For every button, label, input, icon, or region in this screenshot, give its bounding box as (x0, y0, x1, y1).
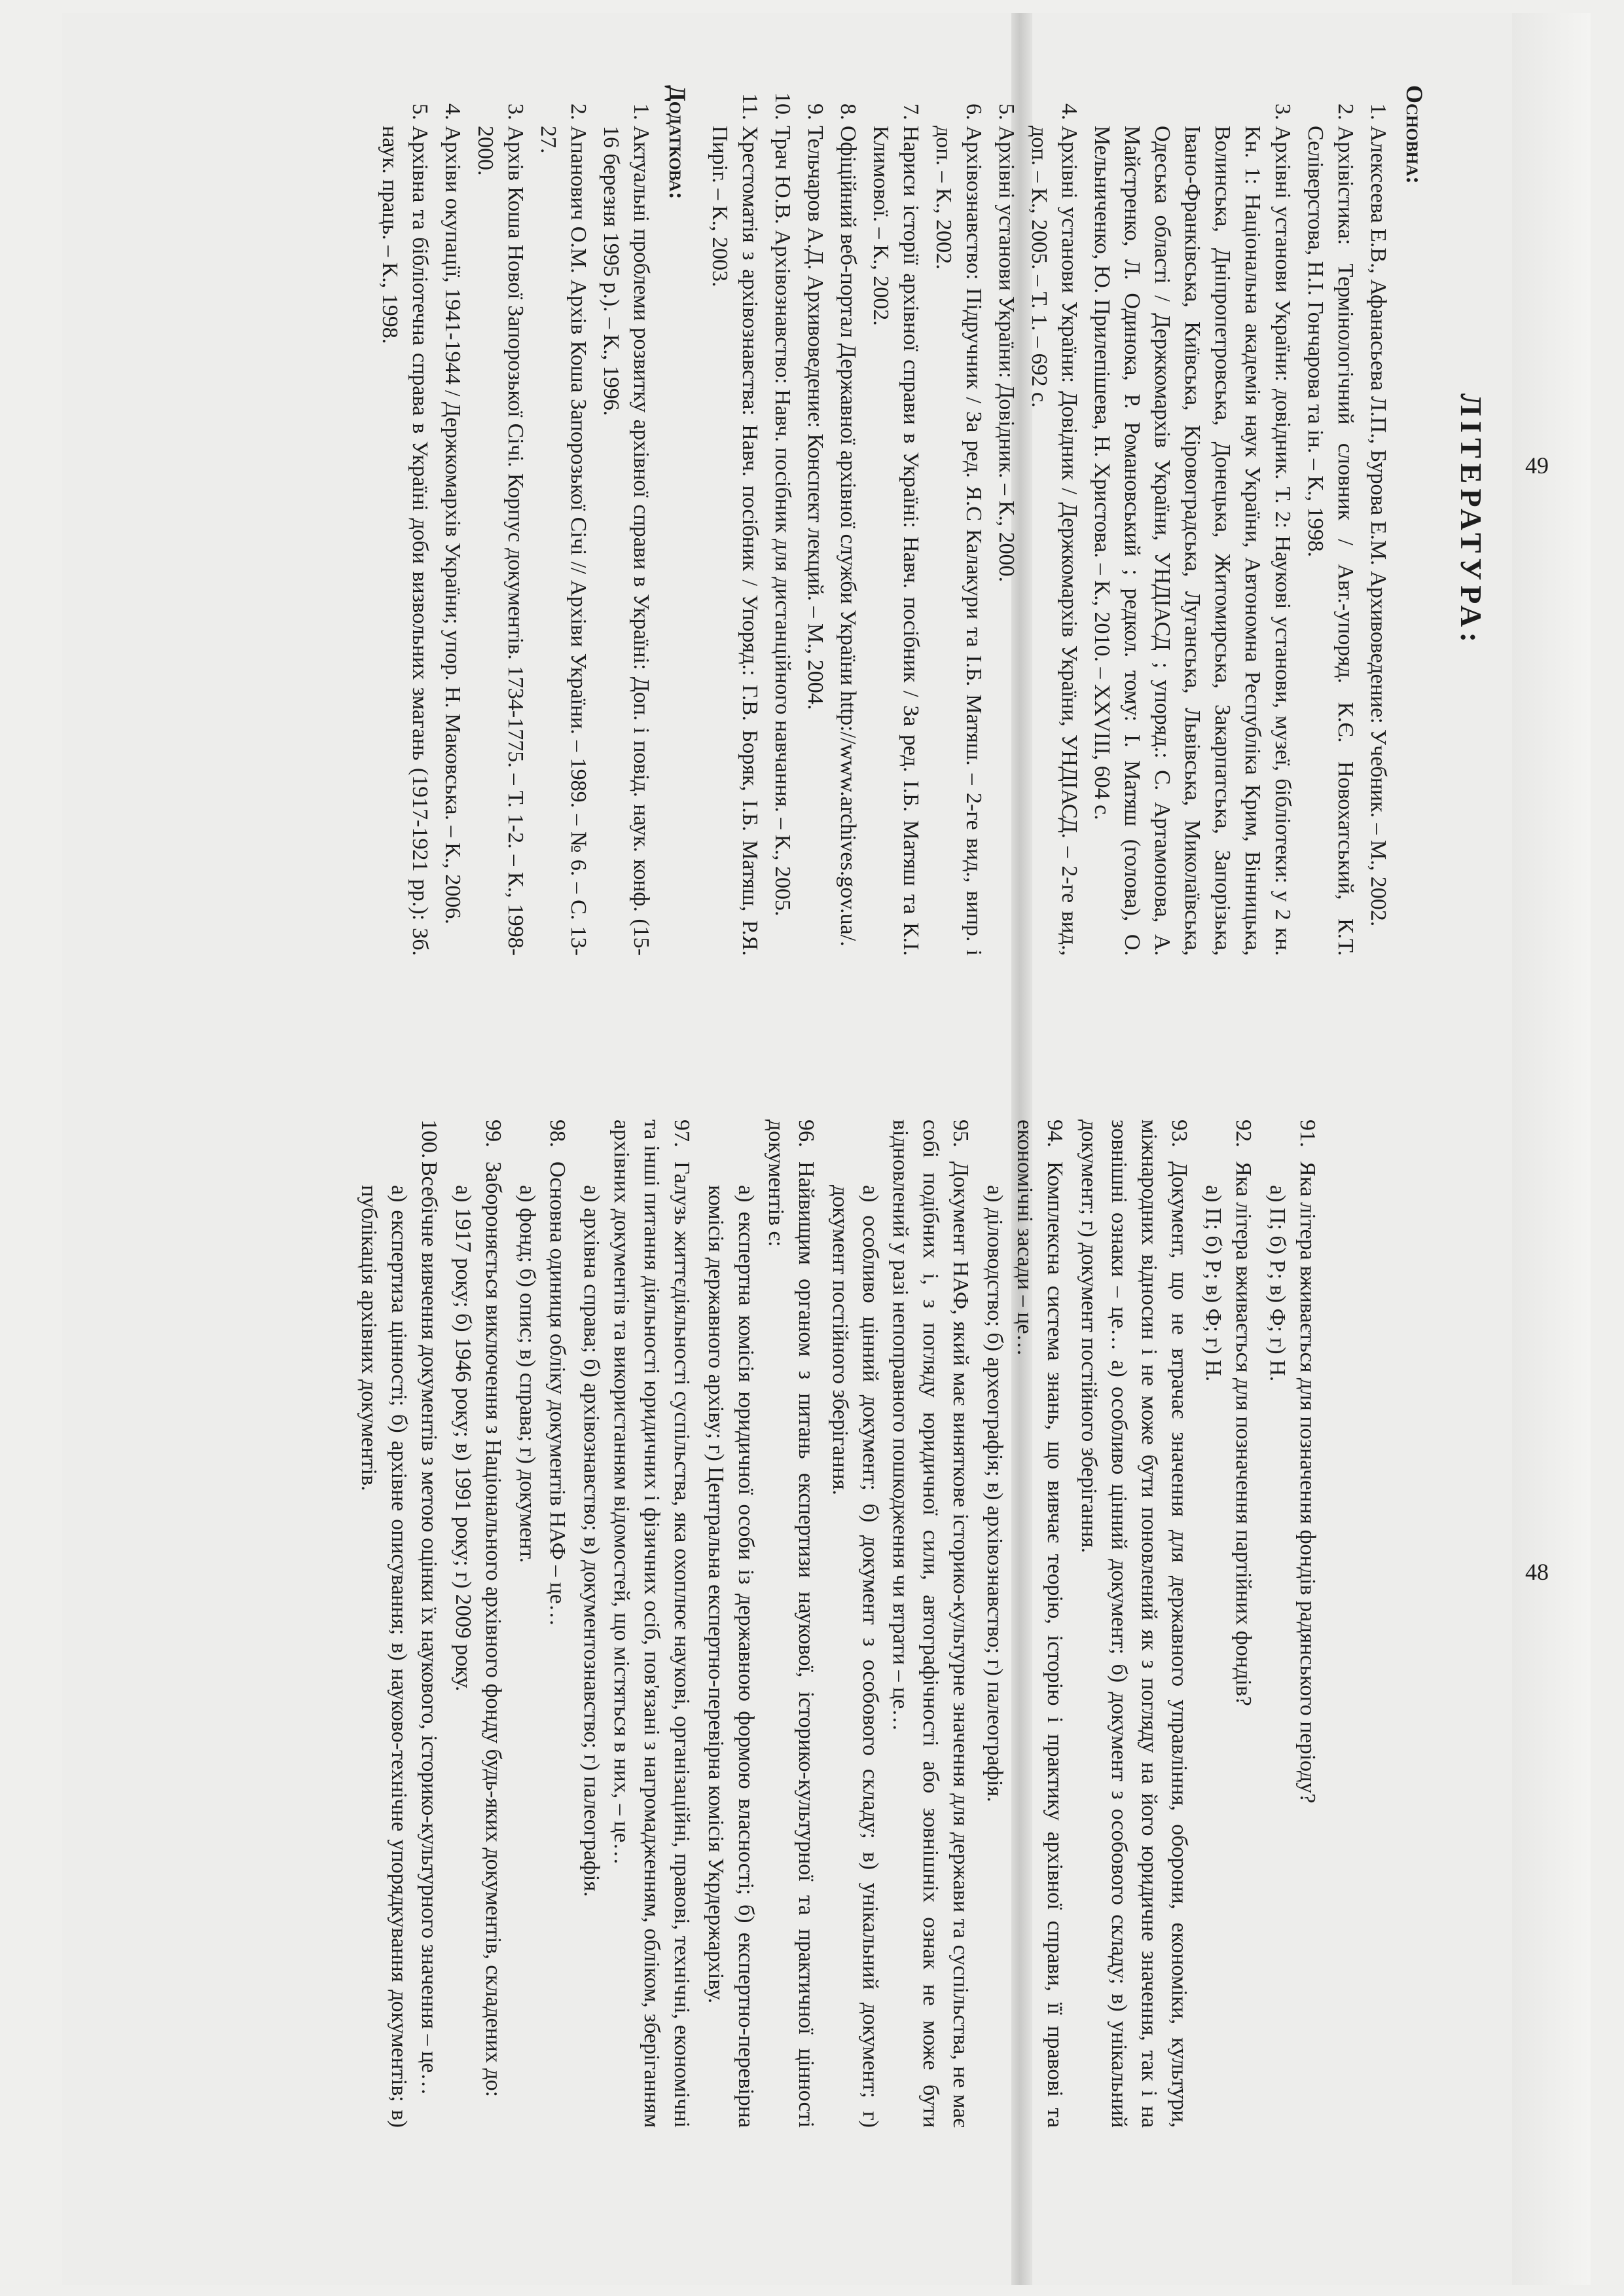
question-text: Документ НАФ, який має виняткове історико-культурне значення для держави та суспільства, не має собі подібних і, з погляду юридичної сили, автографічності або зовнішніх ознак не може бути відновлений у разі непоправного пошкодження чи втрати – це… (888, 1120, 973, 2128)
question-item (512, 1120, 572, 2128)
question-text: Документ, що не втрачає значення для державного управління, оборони, економіки, культури, міжнародних відносин і не може бути поновлений як з погляду на його юридичне значення, так і на зовнішні ознаки – це… а) особливо цінний документ; б) документ з особового складу; в) унікальний документ; г) документ постійного зберігання. (1077, 1120, 1191, 2128)
literature-entry: 6. Архівознавство: Підручник / За ред. Я.С Калакури та І.Б. Матяш. – 2-ге вид., випр. і доп. – К., 2002. (928, 126, 988, 956)
literature-entry: 5. Архівна та бібліотечна справа в Україні доби визвольних змагань (1917-1921 рр.): Зб. наук. праць. – К., 1998. (374, 126, 435, 956)
question-text: Найвищим органом з питань експертизи наукової, історико-культурної та практичної цінності документів є: (764, 1120, 818, 2128)
literature-entry: 4. Архіви окупації, 1941-1944 / Держкомархів України; упор. Н. Маковська. – К., 2006. (437, 126, 467, 956)
literature-entry: 2. Апанович О.М. Архів Коша Запорозької Січі // Архіви України. – 1989. – № 6. – С. 13-27. (533, 126, 593, 956)
questions-page (216, 1106, 1329, 2141)
literature-entry: 10. Трач Ю.В. Архівознавство: Навч. посібник для дистанційного навчання. – К., 2005. (767, 126, 797, 956)
question-text: Галузь життєдіяльності суспільства, яка охоплює наукові, організаційні, правові, технічні, економічні та інші питання діяльності юридичних і фізичних осіб, пов'язані з нагромадженням, обліком, зберіганням архівних документів та використанням відомостей, що містяться в них, – це… (609, 1120, 694, 2128)
question-number: 96. (794, 1120, 818, 1148)
question-text: Всебічне вивчення документів з метою оцінки їх наукового, історико-культурного значення – це… (417, 1161, 441, 2096)
literature-entry: 7. Нариси історії архівної справи в Україні: Навч. посібник / За ред. І.Б. Матяш та К.І. Климової. – К., 2002. (865, 126, 926, 956)
question-item (979, 1120, 1070, 2128)
extra-literature-list (374, 85, 656, 956)
question-number: 97. (670, 1120, 694, 1148)
question-answers: а) П; б) Р; в) Ф; г) Н. (1201, 1185, 1225, 1382)
question-text: Комплексна система знань, що вивчає теорію, історію і практику архівної справи, її правові та економічні засади – це… (1013, 1120, 1067, 2128)
question-answers: а) 1917 року; б) 1946 року; в) 1991 року; г) 2009 року. (451, 1185, 475, 1692)
question-text: Яка літера вживається для позначення партійних фондів? (1231, 1161, 1255, 1706)
literature-page (380, 72, 1492, 969)
question-number: 93. (1167, 1120, 1191, 1148)
questions-list (343, 1106, 1329, 2141)
literature-entry: 3. Архівні установи України: довідник. Т. 2: Наукові установи, музеї, бібліотеки: у 2 кн. Кн. 1: Національна академія наук України, Автономна Республіка Крим, Вінницька, Волинська, Дніпропетровська, Донецька, Житомирська, Закарпатська, Запорізька, Івано-Франківська, Київська, Кіровоградська, Луганська, Львівська, Миколаївська, Одеська області / Держкомархів України, УНДІАСД ; упоряд.: С. Артамонова, А. Майстренко, Л. Одинока, Р. Романовський ; редкол. тому: І. Матяш (голова), О. Мельниченко, Ю. Прилепішева, Н. Христова. – К., 2010. – XXVIII, 604 с. (1087, 126, 1297, 956)
question-item (448, 1120, 508, 2128)
question-item (1074, 1120, 1194, 2128)
question-item (700, 1120, 821, 2128)
literature-entry: 9. Тельчаров А.Д. Архивоведение: Конспект лекций. – М., 2004. (800, 126, 830, 956)
question-number: 92. (1231, 1120, 1255, 1148)
question-number: 98. (545, 1120, 569, 1148)
question-text: Забороняється виключення з Національного архівного фонду будь-яких документів, складених до: (481, 1161, 505, 2098)
question-answers: а) архівна справа; б) архівознавство; в) документознавство; г) палеографія. (579, 1185, 604, 1897)
literature-entry: 8. Офіційний веб-портал Державної архівної служби України http://www.archives.gov.ua/. (833, 126, 863, 956)
question-text: Яка літера вживається для позначення фондів радянського періоду? (1295, 1161, 1320, 1804)
literature-entry: 3. Архів Коша Нової Запорозької Січі. Корпус документів. 1734-1775. – Т. 1-2. – К., 1998-2000. (470, 126, 530, 956)
main-literature-list (704, 85, 1393, 956)
page-number-right: 49 (1525, 452, 1549, 479)
question-item (1198, 1120, 1258, 2128)
literature-entry: 11. Хрестоматія з архівознавства: Навч. посібник / Упоряд.: Г.В. Боряк, І.Б. Матяш, Р.Я. Пиріг. – К., 2003. (704, 126, 765, 956)
page-edge (1512, 13, 1591, 2285)
literature-entry: 5. Архівні установи України: Довідник. – К., 2000. (991, 126, 1021, 956)
literature-entry: 1. Алексеева Е.В., Афанасьева Л.П., Бурова Е.М. Архивоведение: Учебник. – М., 2002. (1363, 126, 1393, 956)
literature-title: ЛІТЕРАТУРА: (1454, 393, 1488, 648)
question-number: 100. (417, 1120, 441, 1159)
question-item (1262, 1120, 1322, 2128)
main-literature-heading: Основна: (1401, 85, 1428, 185)
question-item (353, 1120, 444, 2128)
literature-entry: 2. Архівістика: Термінологічний словник / Авт.-упоряд. К.Є. Новохатський, К.Т. Селіверстова, Н.І. Гончарова та ін. – К., 1998. (1300, 126, 1360, 956)
literature-entry: 1. Актуальні проблеми розвитку архівної справи в Україні: Доп. і повід. наук. конф. (15-16 березня 1995 р.). – К., 1996. (596, 126, 656, 956)
question-answers: а) фонд; б) опис; в) справа; г) документ. (515, 1185, 539, 1563)
extra-literature-heading: Додаткова: (664, 85, 691, 200)
question-item (825, 1120, 975, 2128)
question-number: 91. (1295, 1120, 1320, 1148)
question-number: 94. (1043, 1120, 1067, 1148)
question-answers: а) діловодство; б) археографія; в) архівознавство; г) палеографія. (983, 1185, 1007, 1802)
literature-entry: 4. Архівні установи України: Довідник / Держкомархів України, УНДІАСД. – 2-ге вид., доп. – К., 2005. – Т. 1. – 692 с. (1024, 126, 1084, 956)
question-number: 99. (481, 1120, 505, 1148)
question-number: 95. (948, 1120, 973, 1148)
question-answers: а) П; б) Р; в) Ф; г) Н. (1265, 1185, 1290, 1382)
page-number-left: 48 (1525, 1559, 1549, 1585)
question-answers: а) особливо цінний документ; б) документ з особового складу; в) унікальний документ; г) документ постійного зберігання. (828, 1185, 882, 2128)
question-answers: а) експертна комісія юридичної особи із державною формою власності; б) експертно-перевірна комісія державного архіву; г) Центральна експертно-перевірна комісія Укрдержархіву. (704, 1185, 758, 2128)
question-text: Основна одиниця обліку документів НАФ – це… (545, 1161, 569, 1626)
question-item (576, 1120, 696, 2128)
question-answers: а) експертиза цінності; б) архівне описування; в) науково-технічне упорядкування документів; в) публікація архівних документів. (357, 1185, 411, 2128)
